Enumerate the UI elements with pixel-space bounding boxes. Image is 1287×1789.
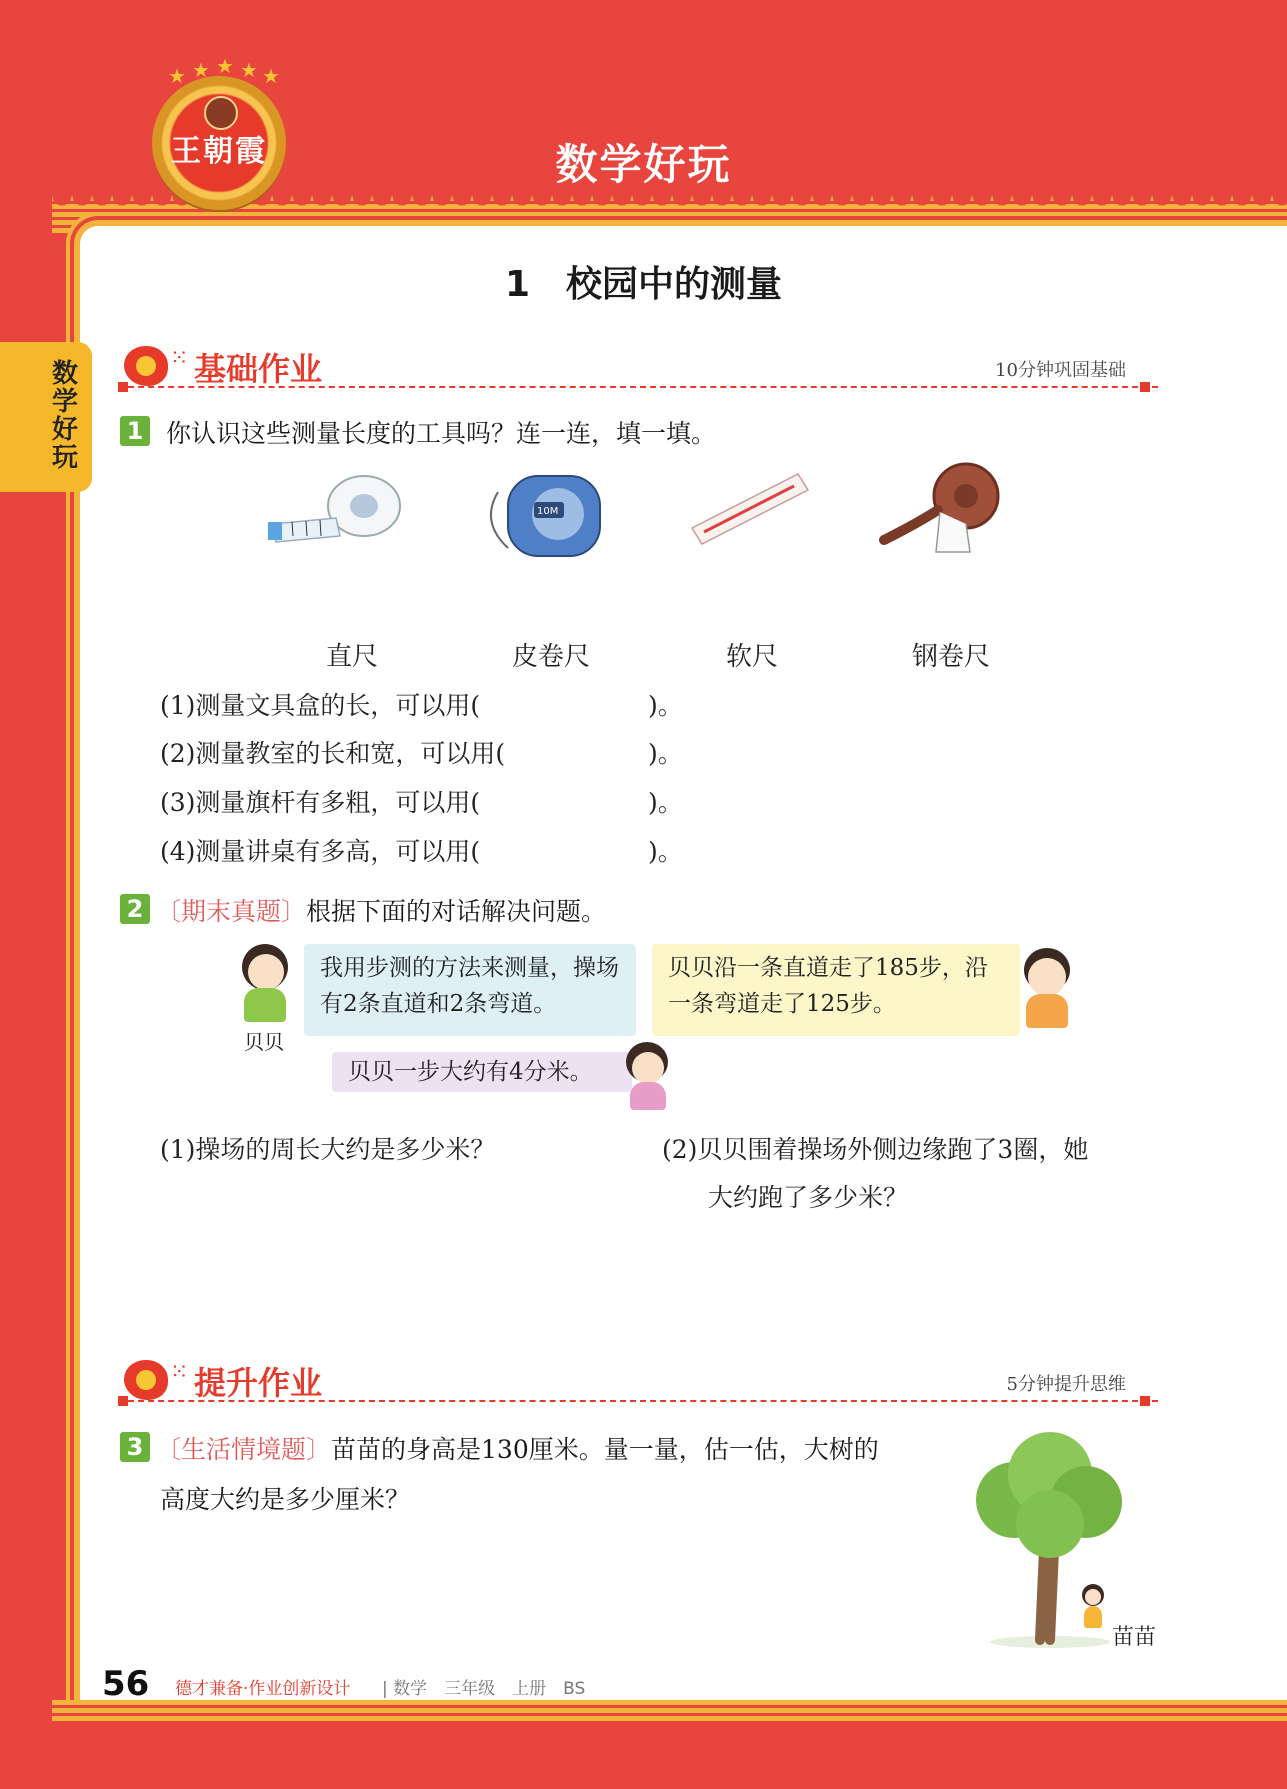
section-basic-note: 10分钟巩固基础 — [995, 360, 1126, 381]
question-3-prompt: 苗苗的身高是130厘米。量一量，估一估，大树的 — [331, 1435, 879, 1464]
question-1-text: 你认识这些测量长度的工具吗？连一连，填一填。 — [166, 419, 717, 448]
logo-text: 王朝霞 — [171, 134, 267, 169]
footer-wavy-border — [52, 1700, 1287, 1722]
question-number-badge: 3 — [120, 1432, 150, 1462]
subquestion-4: (4)测量讲桌有多高，可以用( — [160, 837, 481, 866]
answer-blank-1[interactable]: )。 — [648, 691, 683, 720]
section-advanced-note: 5分钟提升思维 — [1006, 1374, 1126, 1395]
question-number-badge: 2 — [120, 894, 150, 924]
speaker-label: 贝贝 — [244, 1030, 284, 1054]
rays-icon: ⁙ — [170, 1360, 189, 1385]
figure-label-miaomiao: 苗苗 — [1112, 1625, 1157, 1650]
section-advanced-header — [118, 1356, 1158, 1416]
speech-bubble-1: 我用步测的方法来测量，操场有2条直道和2条弯道。 — [304, 944, 636, 1036]
leather-tape-measure-icon — [866, 462, 1016, 562]
star-icon: ★ — [168, 64, 186, 88]
tool-label-leather-tape[interactable]: 皮卷尺 — [512, 642, 591, 672]
section-advanced-label: 提升作业 — [194, 1364, 323, 1402]
ruler-icon — [690, 470, 810, 550]
trumpet-icon — [124, 1360, 168, 1400]
trumpet-icon — [124, 346, 168, 386]
subquestion-2: (2)测量教室的长和宽，可以用( — [160, 739, 506, 768]
tool-label-steel-tape[interactable]: 钢卷尺 — [912, 642, 991, 672]
question-tag: 〔期末真题〕 — [156, 897, 307, 926]
footer-book-meta: | 数学 三年级 上册 BS — [382, 1679, 586, 1699]
star-icon: ★ — [192, 58, 210, 82]
tape-capacity-label: 10M — [537, 506, 559, 517]
question-2-sub-2: (2)贝贝围着操场外侧边缘跑了3圈，她 — [662, 1135, 1089, 1164]
steel-tape-measure-icon — [478, 462, 618, 562]
boy-illustration — [1016, 948, 1076, 1032]
question-2-text — [156, 892, 606, 928]
side-tab-label: 数学好玩 — [52, 359, 79, 473]
answer-blank-3[interactable]: )。 — [648, 788, 683, 817]
girl-beibei-illustration — [236, 944, 296, 1024]
footer-book-title: 德才兼备·作业创新设计 — [175, 1679, 351, 1699]
girl-miaomiao-illustration — [1078, 1584, 1108, 1640]
section-divider — [118, 1400, 1158, 1402]
speech-bubble-3: 贝贝一步大约有4分米。 — [332, 1052, 632, 1092]
section-basic-label: 基础作业 — [194, 350, 323, 388]
question-3-text — [156, 1430, 879, 1466]
section-divider — [118, 386, 1158, 388]
logo-portrait — [204, 96, 238, 130]
star-icon: ★ — [216, 54, 234, 78]
tool-label-soft-tape[interactable]: 软尺 — [726, 642, 779, 672]
speech-bubble-2: 贝贝沿一条直道走了185步，沿一条弯道走了125步。 — [652, 944, 1020, 1036]
answer-blank-4[interactable]: )。 — [648, 837, 683, 866]
rays-icon: ⁙ — [170, 346, 189, 371]
question-3-text-cont: 高度大约是多少厘米？ — [160, 1485, 411, 1514]
section-basic-header — [118, 342, 1158, 402]
soft-tape-measure-icon — [266, 470, 406, 550]
page-number: 56 — [102, 1664, 150, 1704]
question-2-prompt: 根据下面的对话解决问题。 — [306, 897, 607, 926]
star-icon: ★ — [240, 58, 258, 82]
question-2-sub-1: (1)操场的周长大约是多少米？ — [160, 1135, 496, 1164]
girl-illustration — [620, 1042, 676, 1112]
tool-label-ruler[interactable]: 直尺 — [326, 642, 379, 672]
question-2-sub-2-cont: 大约跑了多少米？ — [708, 1183, 909, 1212]
answer-blank-2[interactable]: )。 — [648, 739, 683, 768]
lesson-title: 1 校园中的测量 — [504, 264, 783, 305]
star-icon: ★ — [262, 64, 280, 88]
question-tag: 〔生活情境题〕 — [156, 1435, 332, 1464]
page-header-title: 数学好玩 — [555, 140, 732, 189]
subquestion-3: (3)测量旗杆有多粗，可以用( — [160, 788, 481, 817]
subquestion-1: (1)测量文具盒的长，可以用( — [160, 691, 481, 720]
question-number-badge: 1 — [120, 416, 150, 446]
